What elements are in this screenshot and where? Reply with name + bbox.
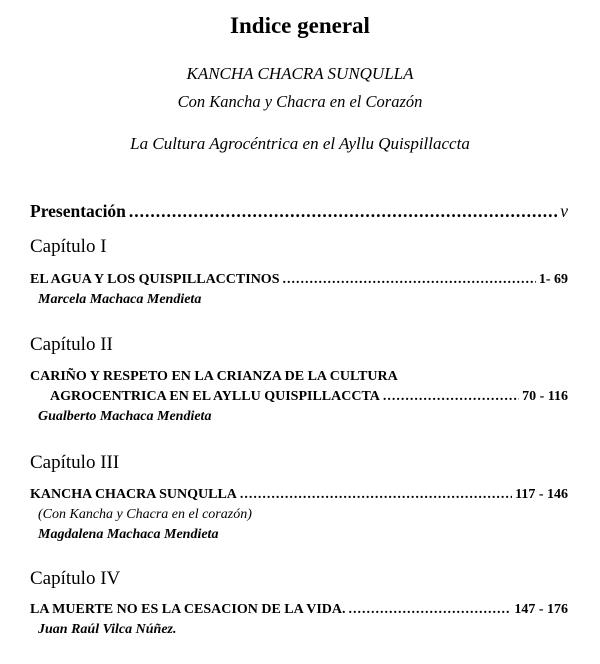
toc-page-number: v: [560, 201, 568, 221]
dot-leader: [240, 487, 512, 503]
toc-page-range: 147 - 176: [514, 602, 568, 617]
chapter-author: Marcela Machaca Mendieta: [38, 292, 202, 307]
chapter-heading: Capítulo IV: [30, 568, 121, 589]
dot-leader: [129, 201, 557, 222]
toc-entry: [30, 272, 568, 288]
chapter-author: Juan Raúl Vilca Núñez.: [38, 622, 177, 637]
chapter-heading: Capítulo III: [30, 452, 120, 473]
toc-entry-presentacion: [30, 201, 568, 222]
toc-page-range: 1- 69: [538, 272, 568, 287]
toc-page-range: 117 - 146: [515, 487, 568, 502]
toc-entry: [30, 602, 568, 618]
toc-entry-title: KANCHA CHACRA SUNQULLA: [30, 487, 237, 502]
toc-entry-title-cont: AGROCENTRICA EN EL AYLLU QUISPILLACCTA: [50, 389, 380, 404]
entry-note: (Con Kancha y Chacra en el corazón): [38, 507, 252, 522]
dot-leader: [383, 389, 519, 405]
toc-entry-title: EL AGUA Y LOS QUISPILLACCTINOS: [30, 272, 280, 287]
toc-entry: [50, 389, 568, 405]
toc-entry-title: CARIÑO Y RESPETO EN LA CRIANZA DE LA CULTURA: [30, 369, 398, 384]
book-tagline: La Cultura Agrocéntrica en el Ayllu Quispillaccta: [130, 134, 470, 153]
dot-leader: [282, 272, 535, 288]
chapter-heading: Capítulo I: [30, 236, 107, 257]
toc-page-range: 70 - 116: [522, 389, 568, 404]
dot-leader: [349, 602, 512, 618]
chapter-author: Gualberto Machaca Mendieta: [38, 409, 212, 424]
chapter-author: Magdalena Machaca Mendieta: [38, 527, 219, 542]
book-title: KANCHA CHACRA SUNQULLA: [186, 64, 414, 83]
toc-entry-label: Presentación: [30, 201, 126, 221]
book-subtitle: Con Kancha y Chacra en el Corazón: [177, 92, 423, 111]
chapter-heading: Capítulo II: [30, 334, 113, 355]
toc-entry-title: LA MUERTE NO ES LA CESACION DE LA VIDA.: [30, 602, 346, 617]
toc-entry: [30, 487, 568, 503]
page-title: Indice general: [230, 13, 370, 38]
